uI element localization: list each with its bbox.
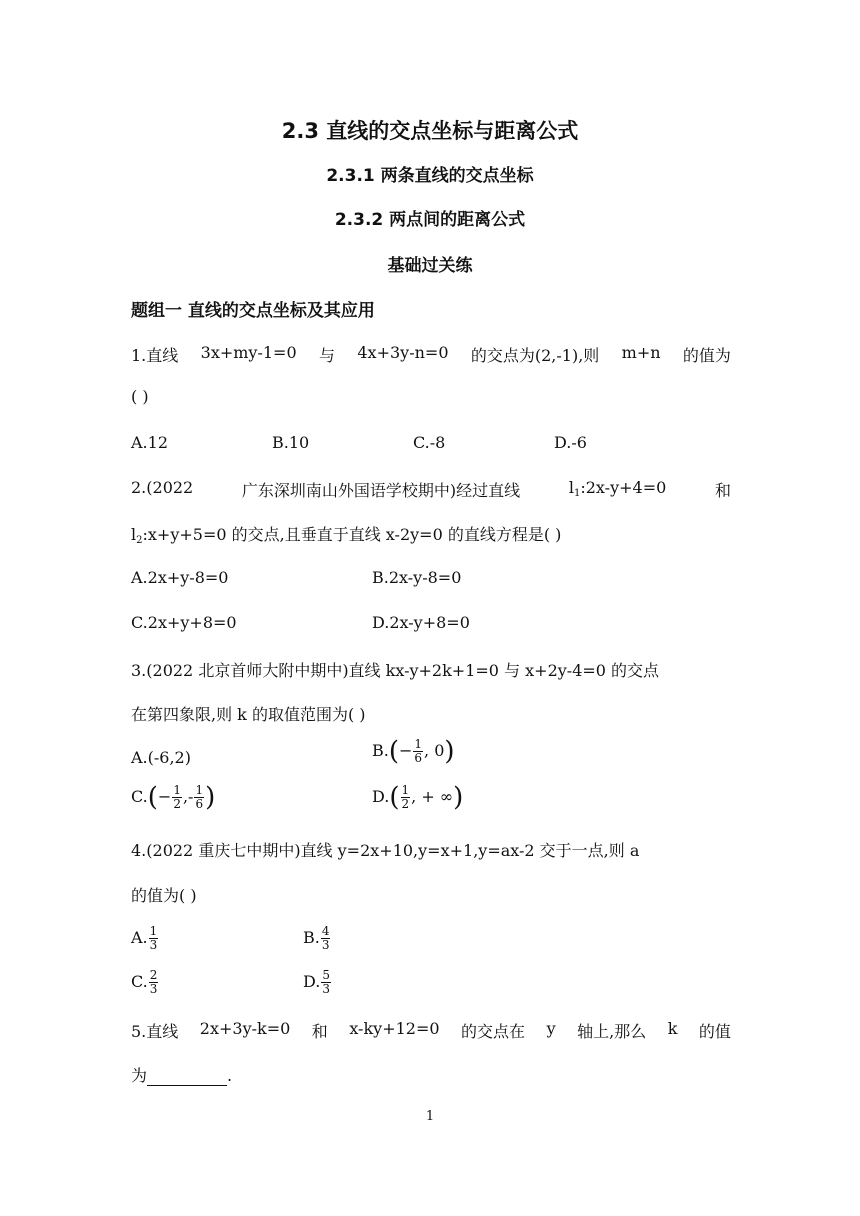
fraction: [321, 969, 331, 996]
question-4-line-1: 4.(2022 重庆七中期中)直线 y=2x+10,y=x+1,y=ax-2 交于一点,则 a: [131, 841, 640, 860]
numerator: 4: [321, 924, 330, 938]
answer-blank[interactable]: [147, 1069, 227, 1086]
q1-part: 3x+my-1=0: [200, 343, 297, 362]
option-tail: , + ∞: [411, 787, 454, 806]
q1-option-a: A.12: [131, 433, 168, 452]
question-2-line-2: [131, 522, 561, 546]
q5-part: 5.直线: [131, 1022, 179, 1041]
q4-option-a: [131, 925, 159, 952]
numerator: 1: [414, 737, 423, 751]
left-paren: (: [388, 736, 399, 767]
option-label: B.: [303, 928, 320, 947]
q5-prefix: 为: [131, 1066, 148, 1085]
numerator: 1: [401, 783, 410, 797]
denominator: 3: [149, 938, 158, 952]
q2-l-subscript: 2: [136, 535, 143, 546]
q2-option-a: A.2x+y-8=0: [131, 568, 229, 587]
q5-part: 2x+3y-k=0: [199, 1019, 291, 1038]
fraction: [194, 784, 204, 811]
question-3-line-2: 在第四象限,则 k 的取值范围为( ): [131, 705, 366, 724]
right-paren: ): [205, 782, 216, 813]
q2-option-b: B.2x-y-8=0: [372, 568, 462, 587]
q1-option-d: D.-6: [554, 433, 587, 452]
q3-option-d: [372, 784, 463, 811]
fraction: [401, 784, 411, 811]
q1-part: 4x+3y-n=0: [357, 343, 449, 362]
q1-part: 1.直线: [131, 346, 179, 365]
q5-part: 的交点在: [461, 1022, 526, 1041]
option-label: D.: [303, 972, 321, 991]
fraction: [149, 925, 159, 952]
denominator: 6: [414, 751, 423, 765]
q2-option-d: D.2x-y+8=0: [372, 613, 470, 632]
option-label: C.: [131, 787, 148, 806]
q1-part: m+n: [621, 343, 661, 362]
denominator: 2: [401, 797, 410, 811]
left-paren: (: [389, 782, 400, 813]
denominator: 3: [322, 982, 330, 996]
section-heading: 基础过关练: [387, 256, 473, 276]
numerator: 1: [195, 783, 204, 797]
separator: ,-: [182, 787, 194, 806]
denominator: 3: [149, 982, 158, 996]
q2-l-equation: :2x-y+4=0: [580, 478, 667, 497]
option-label: C.: [131, 972, 148, 991]
subtitle-2-3-1: 2.3.1 两条直线的交点坐标: [326, 166, 534, 186]
q2-l-letter: l: [131, 525, 137, 544]
q1-part: 与: [319, 346, 336, 365]
question-3-line-1: 3.(2022 北京首师大附中期中)直线 kx-y+2k+1=0 与 x+2y-4=0 的交点: [131, 661, 660, 680]
question-4-line-2: 的值为( ): [131, 886, 197, 905]
q1-part: 的值为: [682, 346, 731, 365]
fraction: [172, 784, 182, 811]
option-tail: , 0: [424, 741, 445, 760]
q2-line-2-text: :x+y+5=0 的交点,且垂直于直线 x-2y=0 的直线方程是( ): [142, 525, 562, 544]
q5-part: y: [546, 1019, 556, 1038]
q2-part: 2.(2022: [131, 478, 194, 497]
q1-option-c: C.-8: [413, 433, 446, 452]
numerator: 5: [322, 968, 330, 982]
numerator: 1: [149, 924, 158, 938]
page-title: 2.3 直线的交点坐标与距离公式: [281, 119, 579, 143]
q5-part: 轴上,那么: [577, 1022, 647, 1041]
numerator: 1: [173, 783, 181, 797]
minus-sign: −: [157, 787, 172, 806]
q5-part: x-ky+12=0: [349, 1019, 440, 1038]
q5-suffix: .: [227, 1066, 233, 1085]
numerator: 2: [149, 968, 158, 982]
fraction: [321, 925, 331, 952]
q4-option-d: [303, 969, 332, 996]
question-5-line-1: [131, 1019, 731, 1042]
q4-option-c: [131, 969, 159, 996]
subtitle-2-3-2: 2.3.2 两点间的距离公式: [334, 210, 526, 230]
left-paren: (: [147, 782, 158, 813]
q3-option-c: [131, 784, 215, 811]
q5-part: 和: [311, 1022, 328, 1041]
q3-option-a: A.(-6,2): [131, 748, 191, 767]
q2-l-letter: l: [568, 478, 574, 497]
q5-part: k: [667, 1019, 678, 1038]
q2-option-c: C.2x+y+8=0: [131, 613, 237, 632]
right-paren: ): [444, 736, 455, 767]
q2-line-l1: [569, 478, 666, 501]
question-group-heading: 题组一 直线的交点坐标及其应用: [131, 301, 375, 321]
q1-option-b: B.10: [272, 433, 310, 452]
q5-part: 的值: [698, 1022, 731, 1041]
fraction: [149, 969, 159, 996]
denominator: 2: [173, 797, 181, 811]
q2-l-subscript: 1: [573, 488, 581, 499]
q2-part: 和: [714, 481, 731, 500]
question-5-line-2: [131, 1063, 232, 1086]
q1-part: 的交点为(2,-1),则: [470, 346, 600, 365]
denominator: 3: [321, 938, 330, 952]
q2-part: 广东深圳南山外国语学校期中)经过直线: [241, 481, 521, 500]
minus-sign: −: [399, 741, 413, 760]
option-label: D.: [372, 787, 390, 806]
option-label: B.: [372, 741, 389, 760]
option-label: A.: [131, 928, 148, 947]
question-2-line-1: [131, 478, 731, 501]
question-1-answer-bracket: ( ): [131, 387, 149, 406]
denominator: 6: [195, 797, 204, 811]
fraction: [413, 738, 423, 765]
q4-option-b: [303, 925, 331, 952]
page-number: 1: [425, 1109, 435, 1124]
q3-option-b: [372, 738, 455, 765]
right-paren: ): [453, 782, 464, 813]
question-1-line-1: [131, 343, 731, 366]
